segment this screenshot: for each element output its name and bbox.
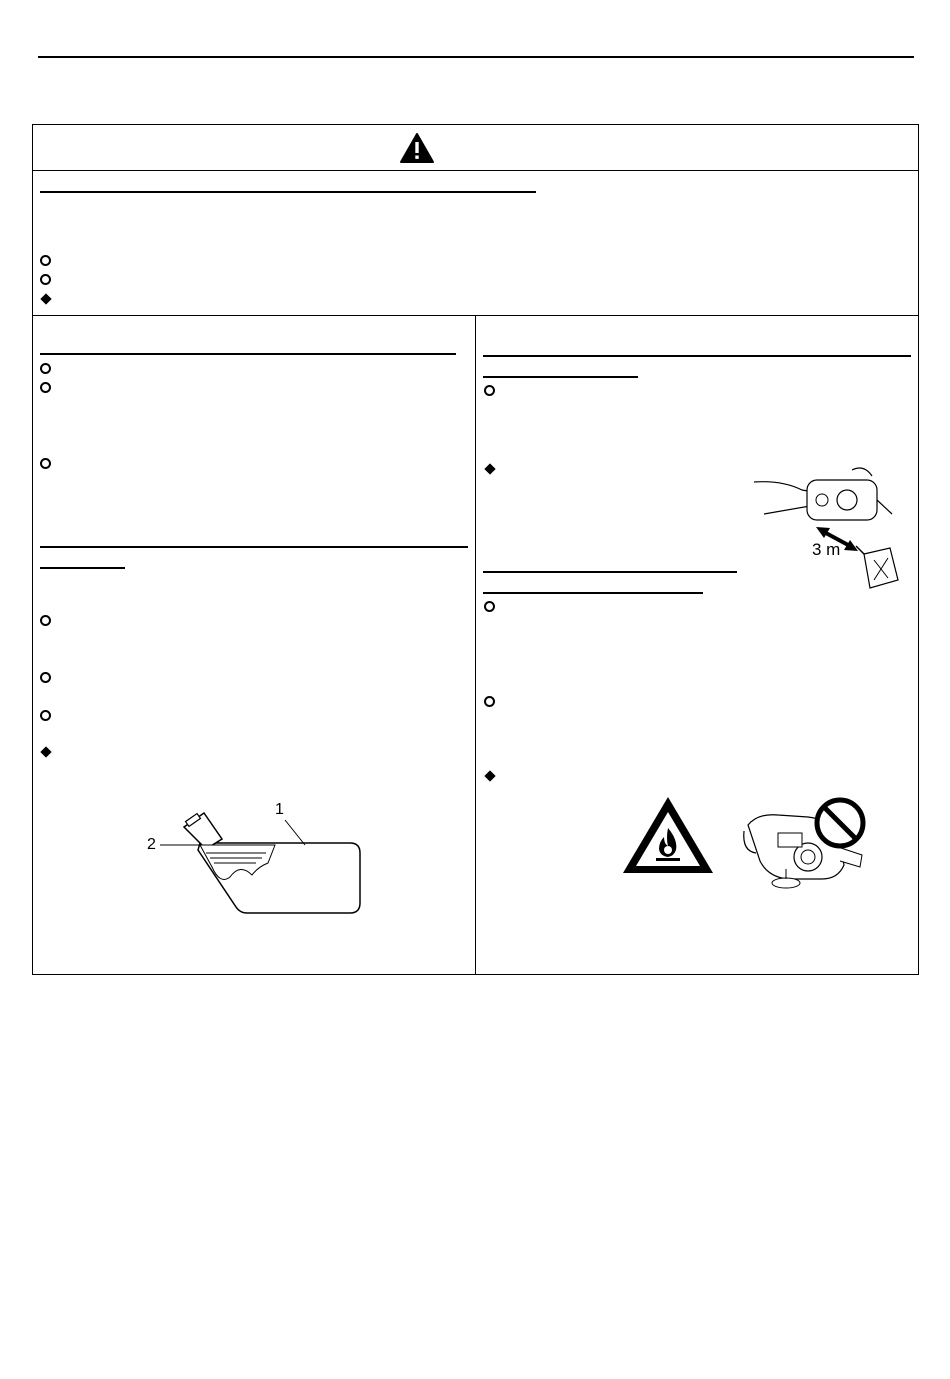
bullet-circle: [484, 385, 495, 396]
tank-callout-2: 2: [147, 836, 156, 853]
right-subheading-underline: [483, 571, 737, 573]
right-subheading-underline-2: [483, 592, 703, 594]
bullet-circle: [40, 458, 51, 469]
bullet-circle: [40, 255, 51, 266]
warning-header-divider: [33, 170, 918, 171]
top-section-underline: [40, 191, 536, 193]
flammable-triangle-icon: [620, 794, 716, 876]
column-divider: [475, 315, 476, 974]
fuel-tank-figure: [140, 795, 380, 920]
bullet-circle: [40, 710, 51, 721]
distance-label: 3 m: [812, 540, 841, 559]
bullet-circle: [40, 615, 51, 626]
warning-triangle-icon: [399, 132, 435, 164]
no-fuel-spill-figure: [738, 795, 878, 895]
refuel-distance-figure: [752, 462, 902, 592]
bullet-circle: [40, 274, 51, 285]
bullet-circle: [40, 672, 51, 683]
left-subheading-underline-2: [40, 567, 125, 569]
right-heading-underline: [483, 355, 911, 357]
bullet-circle: [40, 382, 51, 393]
page-top-rule: [38, 56, 914, 58]
bullet-circle: [484, 601, 495, 612]
right-heading-underline-2: [483, 376, 638, 378]
left-subheading-underline: [40, 546, 468, 548]
bullet-circle: [40, 363, 51, 374]
tank-callout-1: 1: [275, 801, 284, 818]
left-heading-underline: [40, 353, 456, 355]
bullet-circle: [484, 696, 495, 707]
